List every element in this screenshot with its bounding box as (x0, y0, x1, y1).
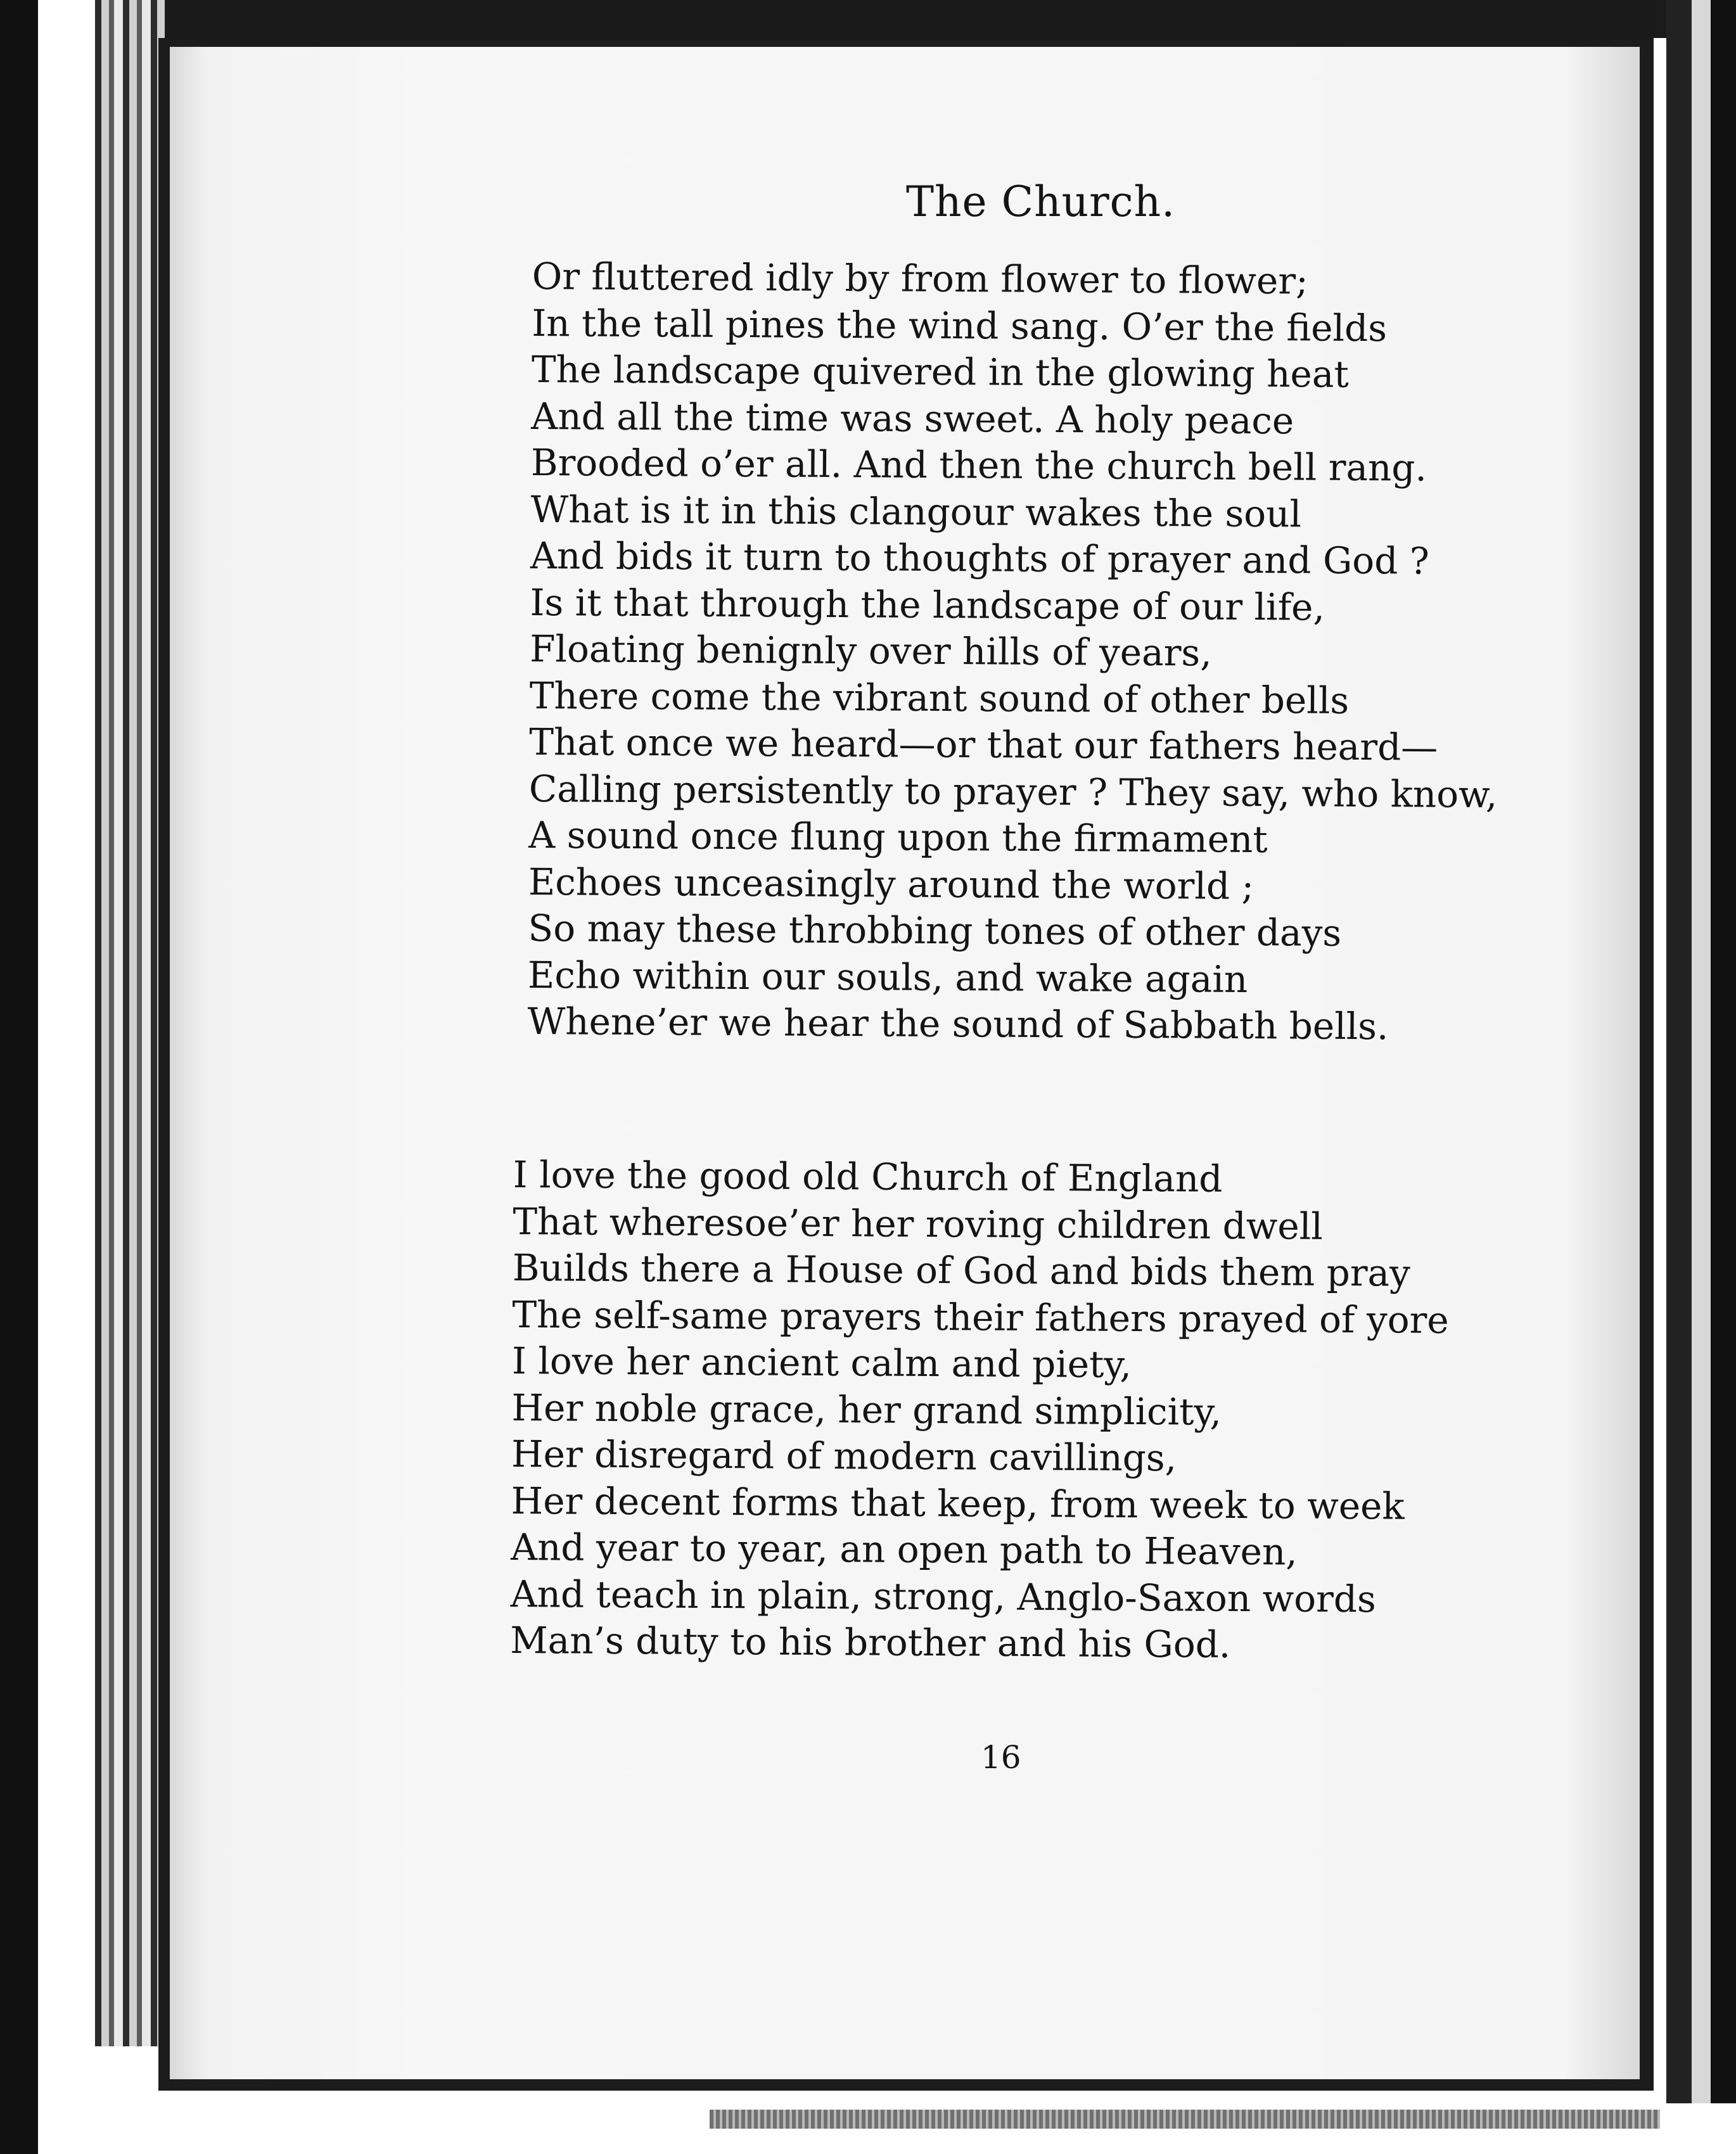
poem-line: In the tall pines the wind sang. O’er the fields (532, 301, 1388, 350)
book-cover-bottom-edge (710, 2110, 1660, 2129)
book-page-edges (95, 0, 165, 2046)
poem-line: Brooded o’er all. And then the church bell rang. (530, 440, 1427, 490)
running-head: The Church. (906, 177, 1176, 226)
page-number: 16 (981, 1739, 1021, 1776)
poem-line: And teach in plain, strong, Anglo-Saxon words (510, 1572, 1377, 1621)
poem-line: What is it in this clangour wakes the soul (530, 487, 1302, 535)
poem-line: Whene’er we hear the sound of Sabbath bells. (527, 999, 1389, 1048)
book-cover-top-edge (114, 0, 1736, 38)
poem-line: Calling persistently to prayer ? They say, who know, (528, 767, 1498, 816)
poem-line: The self-same prayers their fathers prayed of yore (512, 1292, 1449, 1342)
poem-line: Is it that through the landscape of our life, (530, 580, 1325, 629)
poem-line: Her noble grace, her grand simplicity, (511, 1386, 1222, 1434)
poem-line: That once we heard—or that our fathers heard— (529, 720, 1438, 769)
poem-line: Floating benignly over hills of years, (529, 627, 1212, 675)
poem-stanza-2 (510, 1152, 1450, 1670)
poem-line: That wheresoe’er her roving children dwell (513, 1199, 1324, 1248)
book-cover-right-edge (1666, 0, 1736, 2154)
poem-line: The landscape quivered in the glowing heat (531, 347, 1349, 396)
poem-line: Her disregard of modern cavillings, (511, 1432, 1177, 1480)
poem-stanza-1 (527, 253, 1500, 1051)
poem-line: A sound once flung upon the firmament (528, 813, 1268, 862)
poem-line: Man’s duty to his brother and his God. (510, 1618, 1231, 1666)
poem-line: Echo within our souls, and wake again (527, 953, 1248, 1001)
poem-line: I love her ancient calm and piety, (511, 1339, 1132, 1386)
poem-line: And year to year, an open path to Heaven, (510, 1525, 1298, 1574)
poem-line: So may these throbbing tones of other days (528, 906, 1342, 955)
poem-line: Builds there a House of God and bids them pray (512, 1246, 1411, 1295)
poem-line: There come the vibrant sound of other bells (529, 673, 1350, 722)
poem-line: And bids it turn to thoughts of prayer and God ? (530, 533, 1430, 583)
poem-line: And all the time was sweet. A holy peace (531, 394, 1294, 442)
poem-line: Or fluttered idly by from flower to flower; (532, 254, 1308, 303)
poem-line: I love the good old Church of England (513, 1153, 1223, 1201)
poem-line: Echoes unceasingly around the world ; (528, 860, 1254, 908)
scanner-edge (0, 0, 38, 2154)
poem-line: Her decent forms that keep, from week to week (511, 1479, 1405, 1528)
